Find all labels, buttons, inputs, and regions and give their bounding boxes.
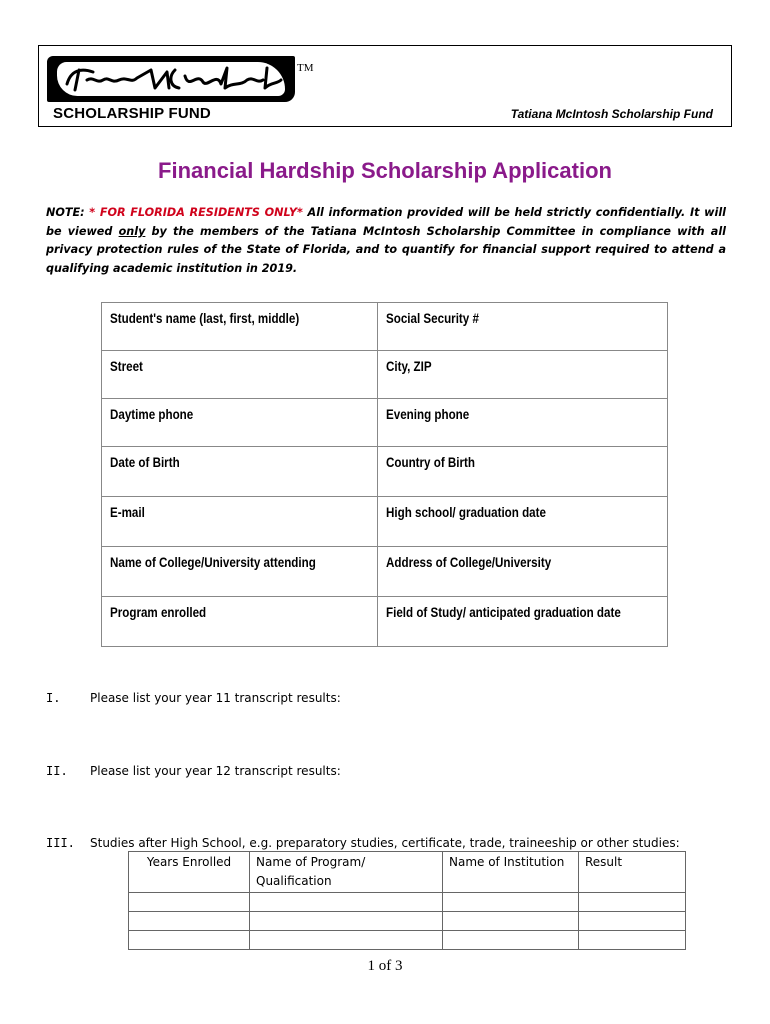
table-cell[interactable]	[443, 931, 579, 950]
table-cell[interactable]	[250, 931, 443, 950]
question-3-text: Studies after High School, e.g. preparatory studies, certificate, trade, traineeship or other studies:	[90, 836, 680, 850]
col-institution: Name of Institution	[443, 852, 579, 893]
table-row	[129, 912, 686, 931]
field-student-name[interactable]: Student's name (last, first, middle)	[102, 303, 378, 351]
applicant-info-table	[101, 302, 668, 647]
field-high-school-graduation[interactable]: High school/ graduation date	[377, 497, 667, 547]
table-row	[129, 893, 686, 912]
studies-table	[128, 851, 686, 950]
col-program-name: Name of Program/ Qualification	[250, 852, 443, 893]
col-years-enrolled: Years Enrolled	[129, 852, 250, 893]
col-result: Result	[579, 852, 686, 893]
field-city-zip[interactable]: City, ZIP	[377, 351, 667, 399]
table-cell[interactable]	[443, 912, 579, 931]
question-3-number: III.	[46, 836, 75, 850]
table-cell[interactable]	[579, 912, 686, 931]
table-cell[interactable]	[579, 931, 686, 950]
table-cell[interactable]	[443, 893, 579, 912]
table-cell[interactable]	[129, 893, 250, 912]
field-college-address[interactable]: Address of College/University	[377, 547, 667, 597]
letterhead	[38, 45, 732, 127]
table-cell[interactable]	[129, 931, 250, 950]
residents-only-notice: * FOR FLORIDA RESIDENTS ONLY*	[89, 206, 303, 219]
question-2-number: II.	[46, 764, 68, 778]
field-street[interactable]: Street	[102, 351, 378, 399]
field-social-security[interactable]: Social Security #	[377, 303, 667, 351]
table-row	[129, 931, 686, 950]
header-fund-title: Tatiana McIntosh Scholarship Fund	[510, 107, 713, 121]
field-daytime-phone[interactable]: Daytime phone	[102, 399, 378, 447]
page-number: 1 of 3	[367, 958, 403, 974]
table-cell[interactable]	[579, 893, 686, 912]
question-1-number: I.	[46, 691, 61, 705]
page-title: Financial Hardship Scholarship Application	[158, 158, 612, 183]
field-evening-phone[interactable]: Evening phone	[377, 399, 667, 447]
field-field-of-study[interactable]: Field of Study/ anticipated graduation date	[377, 597, 667, 647]
field-date-of-birth[interactable]: Date of Birth	[102, 447, 378, 497]
field-program-enrolled[interactable]: Program enrolled	[102, 597, 378, 647]
table-cell[interactable]	[250, 912, 443, 931]
confidentiality-note: NOTE: * FOR FLORIDA RESIDENTS ONLY* All information provided will be held strictly confidentially. It will be viewed only by the members of the Tatiana McIntosh Scholarship Committee in compliance with all privacy protection rules of the State of Florida, and to quantify for financial support required to attend a qualifying academic institution in 2019.	[46, 206, 726, 275]
logo	[47, 56, 295, 102]
table-cell[interactable]	[250, 893, 443, 912]
trademark: TM	[297, 62, 314, 74]
question-1-text: Please list your year 11 transcript results:	[90, 691, 341, 705]
field-college-attending[interactable]: Name of College/University attending	[102, 547, 378, 597]
question-2-text: Please list your year 12 transcript results:	[90, 764, 341, 778]
field-country-of-birth[interactable]: Country of Birth	[377, 447, 667, 497]
table-cell[interactable]	[129, 912, 250, 931]
fund-label: SCHOLARSHIP FUND	[53, 105, 211, 122]
field-email[interactable]: E-mail	[102, 497, 378, 547]
